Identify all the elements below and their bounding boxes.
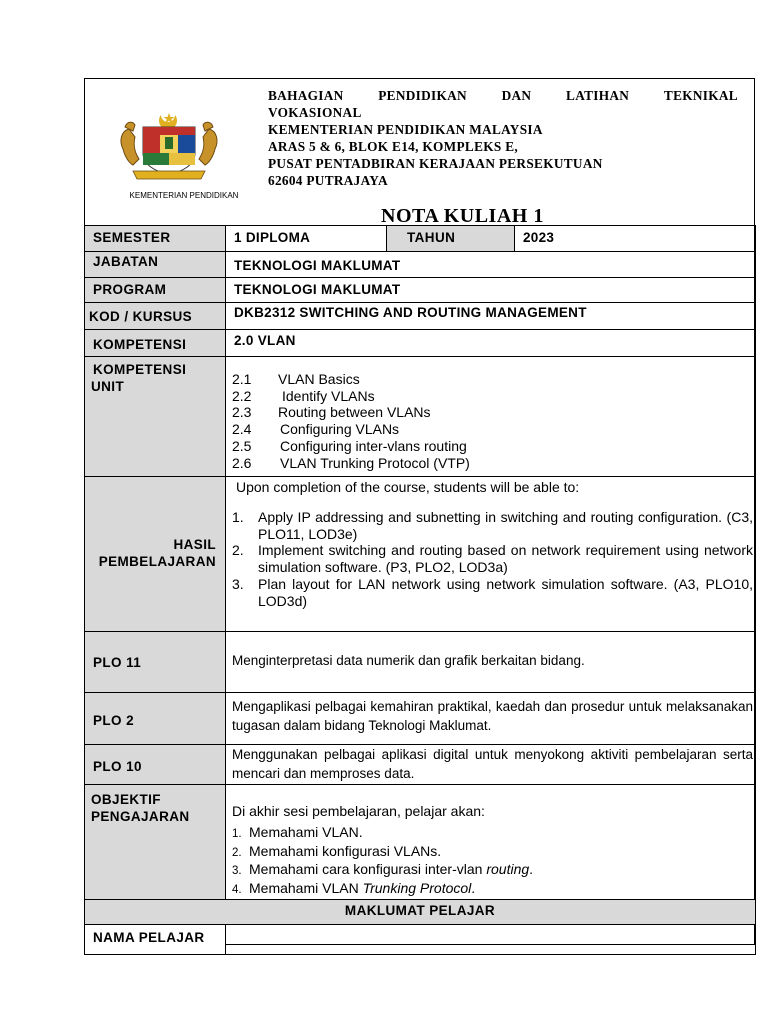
plo11-text: Menginterpretasi data numerik dan grafik berkaitan bidang.: [232, 653, 585, 668]
nama-pelajar-label: NAMA PELAJAR: [85, 924, 226, 954]
document-header: [85, 79, 754, 226]
program-value: TEKNOLOGI MAKLUMAT: [226, 278, 756, 303]
outcome-list: [232, 509, 755, 609]
table-row: [85, 252, 756, 278]
org-line-1: [268, 87, 738, 104]
document-frame: [84, 78, 755, 945]
org-line: PUSAT PENTADBIRAN KERAJAAN PERSEKUTUAN: [268, 156, 603, 171]
org-word: PENDIDIKAN: [378, 88, 467, 103]
unit-list-cell: [226, 357, 756, 477]
table-row: [85, 745, 756, 785]
org-word: DAN: [501, 88, 532, 103]
tahun-value: 2023: [515, 226, 756, 252]
plo11-label: PLO 11: [85, 632, 226, 693]
list-item: 2.1 VLAN Basics: [232, 371, 360, 387]
plo2-label: PLO 2: [85, 693, 226, 745]
course-info-table: [84, 225, 756, 955]
list-item: 2. Implement switching and routing based on network requirement using network simulation software. (P3, PLO2, LOD3a): [232, 542, 753, 576]
list-item: 4. Memahami VLAN Trunking Protocol.: [232, 880, 476, 897]
outcomes-intro: Upon completion of the course, students will be able to:: [236, 479, 580, 495]
list-item: 2. Memahami konfigurasi VLANs.: [232, 842, 442, 859]
label-line: UNIT: [91, 379, 125, 394]
nama-pelajar-field[interactable]: [226, 924, 756, 954]
table-row: [85, 693, 756, 745]
table-row: [85, 899, 756, 924]
tahun-label: TAHUN: [387, 226, 515, 252]
table-row: [85, 226, 756, 252]
table-row: [85, 924, 756, 954]
label-line: PEMBELAJARAN: [98, 554, 216, 569]
org-line: ARAS 5 & 6, BLOK E14, KOMPLEKS E,: [268, 139, 519, 154]
objektif-cell: [226, 785, 756, 900]
list-item: 2.6 VLAN Trunking Protocol (VTP): [232, 454, 470, 471]
kod-value: DKB2312 SWITCHING AND ROUTING MANAGEMENT: [226, 303, 756, 330]
kompetensi-label: KOMPETENSI: [85, 330, 226, 357]
plo2-text-cell: [226, 693, 756, 745]
table-row: [85, 477, 756, 632]
semester-label: SEMESTER: [85, 226, 226, 252]
list-item: 2.3 Routing between VLANs: [232, 404, 431, 421]
list-item: 1. Apply IP addressing and subnetting in switching and routing configuration. (C3, PLO11, LOD3e): [232, 509, 753, 542]
plo11-text-cell: [226, 632, 756, 693]
table-row: [85, 357, 756, 477]
label-line: KOMPETENSI: [93, 362, 187, 377]
table-row: [85, 632, 756, 693]
table-row: [85, 303, 756, 330]
plo10-label: PLO 10: [85, 745, 226, 785]
kompetensi-value: 2.0 VLAN: [226, 330, 756, 357]
table-row: [85, 278, 756, 303]
list-item: 3. Memahami cara konfigurasi inter-vlan routing.: [232, 861, 534, 878]
coat-of-arms-icon: [99, 109, 239, 189]
org-word: TEKNIKAL: [663, 88, 738, 103]
objektif-intro: Di akhir sesi pembelajaran, pelajar akan:: [232, 803, 485, 819]
crest-caption: KEMENTERIAN PENDIDIKAN: [129, 191, 239, 200]
jabatan-label: JABATAN: [85, 252, 226, 278]
list-item: 2.4 Configuring VLANs: [232, 421, 400, 438]
objective-list: [226, 824, 755, 899]
maklumat-pelajar-heading: MAKLUMAT PELAJAR: [85, 899, 756, 924]
list-item: 2.5 Configuring inter-vlans routing: [232, 437, 467, 454]
label-line: OBJEKTIF: [91, 792, 161, 807]
org-line: VOKASIONAL: [268, 105, 362, 120]
semester-value: 1 DIPLOMA: [226, 226, 387, 252]
program-label: PROGRAM: [85, 278, 226, 303]
org-line: KEMENTERIAN PENDIDIKAN MALAYSIA: [268, 122, 543, 137]
ministry-crest: [99, 109, 239, 219]
org-word: LATIHAN: [566, 88, 630, 103]
list-item: 3. Plan layout for LAN network using network simulation software. (A3, PLO10, LOD3d): [232, 575, 753, 609]
organisation-address: [268, 87, 738, 189]
objektif-label: [85, 785, 226, 900]
document-title: NOTA KULIAH 1: [381, 206, 544, 225]
outcomes-cell: [226, 477, 756, 632]
list-item: 2.2 Identify VLANs: [232, 387, 375, 404]
plo10-text: Menggunakan pelbagai aplikasi digital untuk menyokong aktiviti pembelajaran serta mencari dan memproses data.: [232, 747, 753, 781]
unit-list: [232, 357, 755, 471]
org-line: 62604 PUTRAJAYA: [268, 173, 388, 188]
plo2-text: Mengaplikasi pelbagai kemahiran praktikal, kaedah dan prosedur untuk melaksanakan tugasan dalam bidang Teknologi Maklumat.: [232, 699, 753, 733]
label-line: PENGAJARAN: [91, 809, 190, 824]
label-line: HASIL: [173, 537, 216, 552]
table-row: [85, 785, 756, 900]
list-item: 1. Memahami VLAN.: [232, 824, 363, 840]
org-word: BAHAGIAN: [268, 88, 344, 103]
hasil-pembelajaran-label: [85, 477, 226, 632]
kompetensi-unit-label: [85, 357, 226, 477]
table-row: [85, 330, 756, 357]
kod-label: KOD / KURSUS: [85, 303, 226, 330]
plo10-text-cell: [226, 745, 756, 785]
jabatan-value: TEKNOLOGI MAKLUMAT: [226, 252, 756, 278]
